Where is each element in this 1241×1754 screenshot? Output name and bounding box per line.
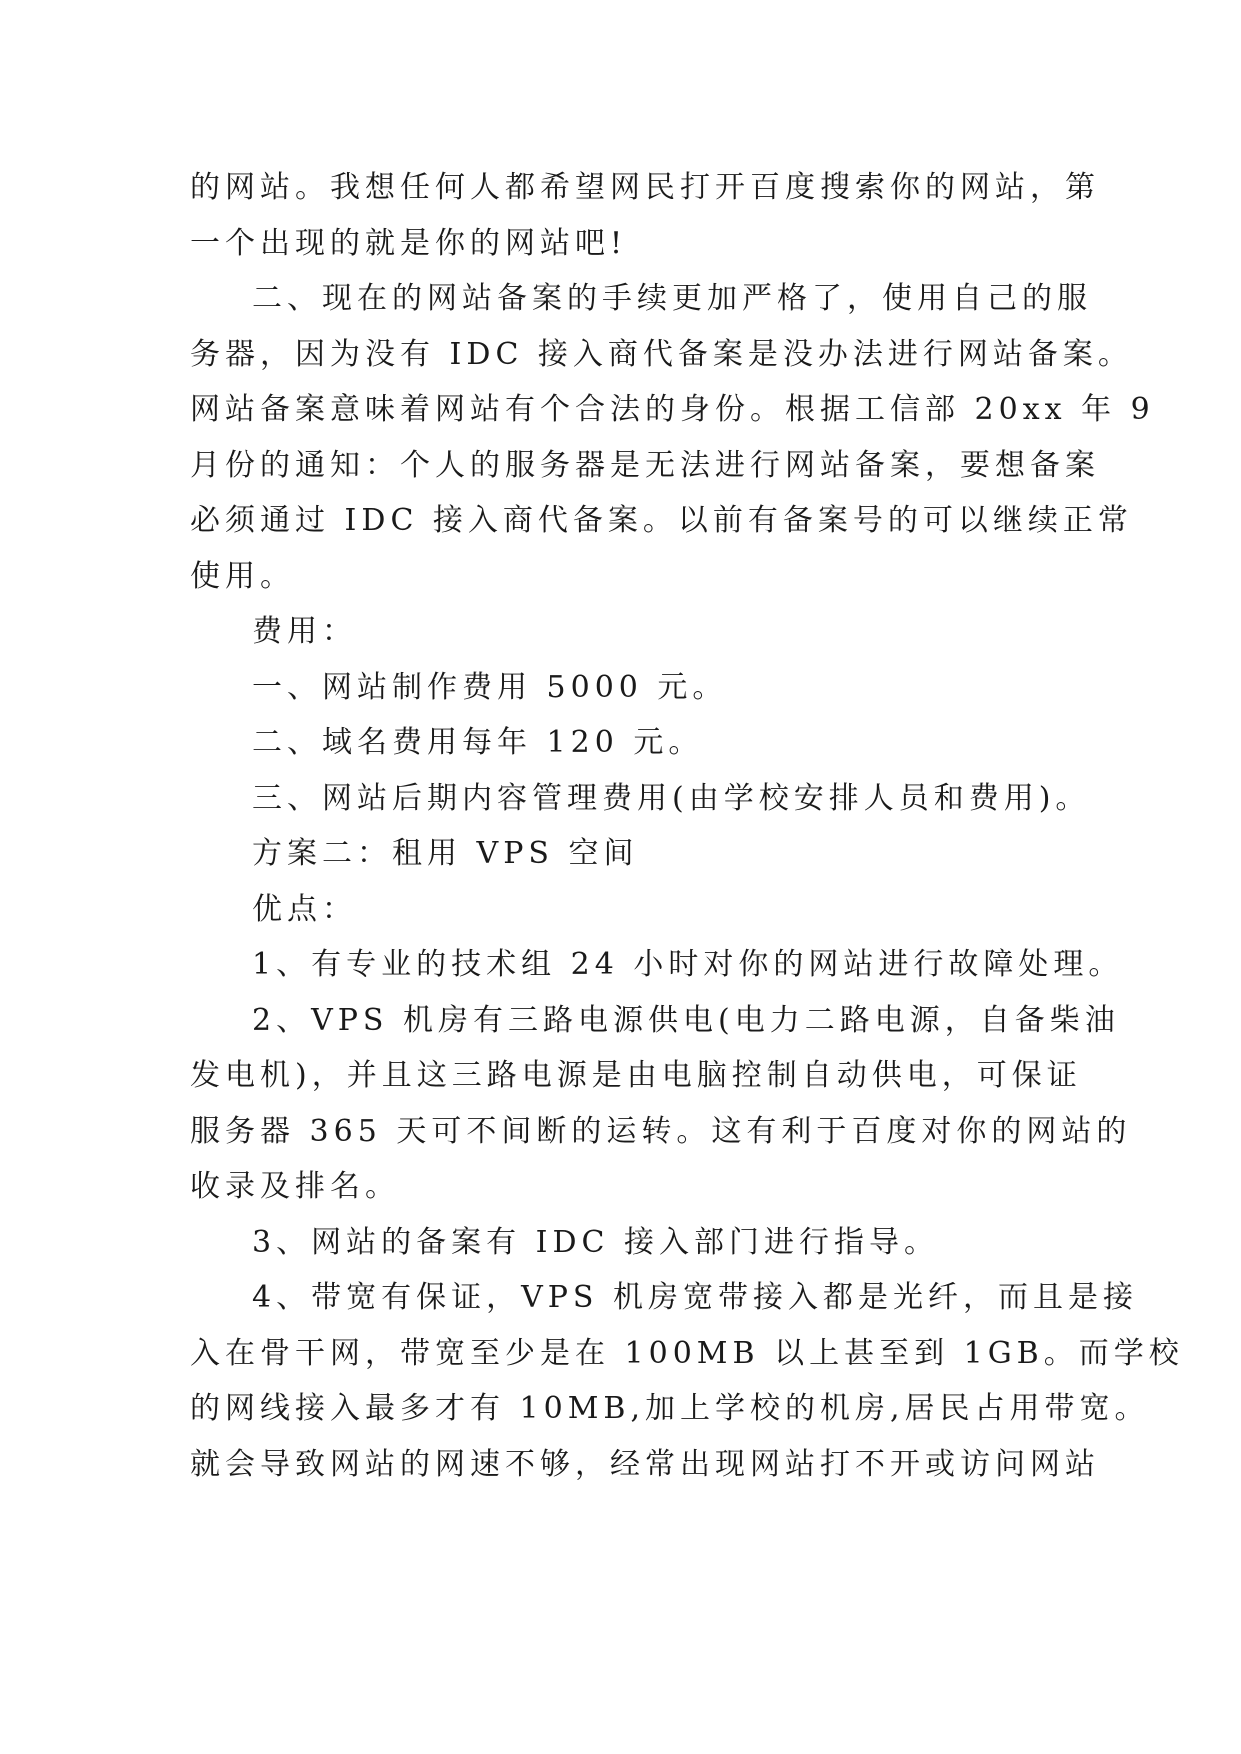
text-line: 1、有专业的技术组 24 小时对你的网站进行故障处理。 (252, 947, 1124, 982)
text-line: 方案二：租用 VPS 空间 (252, 836, 639, 871)
text-line: 优点： (252, 891, 357, 927)
text-line: 使用。 (190, 558, 295, 594)
text-line: 收录及排名。 (190, 1169, 400, 1204)
text-line: 费用： (252, 614, 357, 649)
text-line: 就会导致网站的网速不够，经常出现网站打不开或访问网站 (190, 1446, 1100, 1482)
text-line: 二、域名费用每年 120 元。 (252, 725, 704, 760)
text-line: 月份的通知：个人的服务器是无法进行网站备案，要想备案 (190, 447, 1100, 483)
text-line: 三、网站后期内容管理费用(由学校安排人员和费用)。 (252, 780, 1091, 816)
text-line: 二、现在的网站备案的手续更加严格了，使用自己的服 (252, 281, 1092, 316)
text-line: 网站备案意味着网站有个合法的身份。根据工信部 20xx 年 9 (190, 392, 1155, 427)
text-line: 必须通过 IDC 接入商代备案。以前有备案号的可以继续正常 (190, 503, 1133, 538)
text-line: 一、网站制作费用 5000 元。 (252, 669, 728, 705)
text-line: 2、VPS 机房有三路电源供电(电力二路电源，自备柴油 (252, 1002, 1120, 1038)
text-line: 务器，因为没有 IDC 接入商代备案是没办法进行网站备案。 (190, 336, 1133, 372)
text-line: 一个出现的就是你的网站吧! (190, 225, 628, 261)
text-line: 4、带宽有保证，VPS 机房宽带接入都是光纤，而且是接 (252, 1280, 1139, 1315)
text-line: 服务器 365 天可不间断的运转。这有利于百度对你的网站的 (190, 1113, 1132, 1149)
document-body (190, 160, 1184, 1492)
text-line: 发电机)，并且这三路电源是由电脑控制自动供电，可保证 (190, 1058, 1082, 1093)
text-line: 入在骨干网，带宽至少是在 100MB 以上甚至到 1GB。而学校 (190, 1335, 1184, 1371)
text-line: 的网站。我想任何人都希望网民打开百度搜索你的网站，第 (190, 170, 1100, 205)
text-line: 的网线接入最多才有 10MB,加上学校的机房,居民占用带宽。 (190, 1391, 1150, 1426)
text-line: 3、网站的备案有 IDC 接入部门进行指导。 (252, 1224, 940, 1260)
